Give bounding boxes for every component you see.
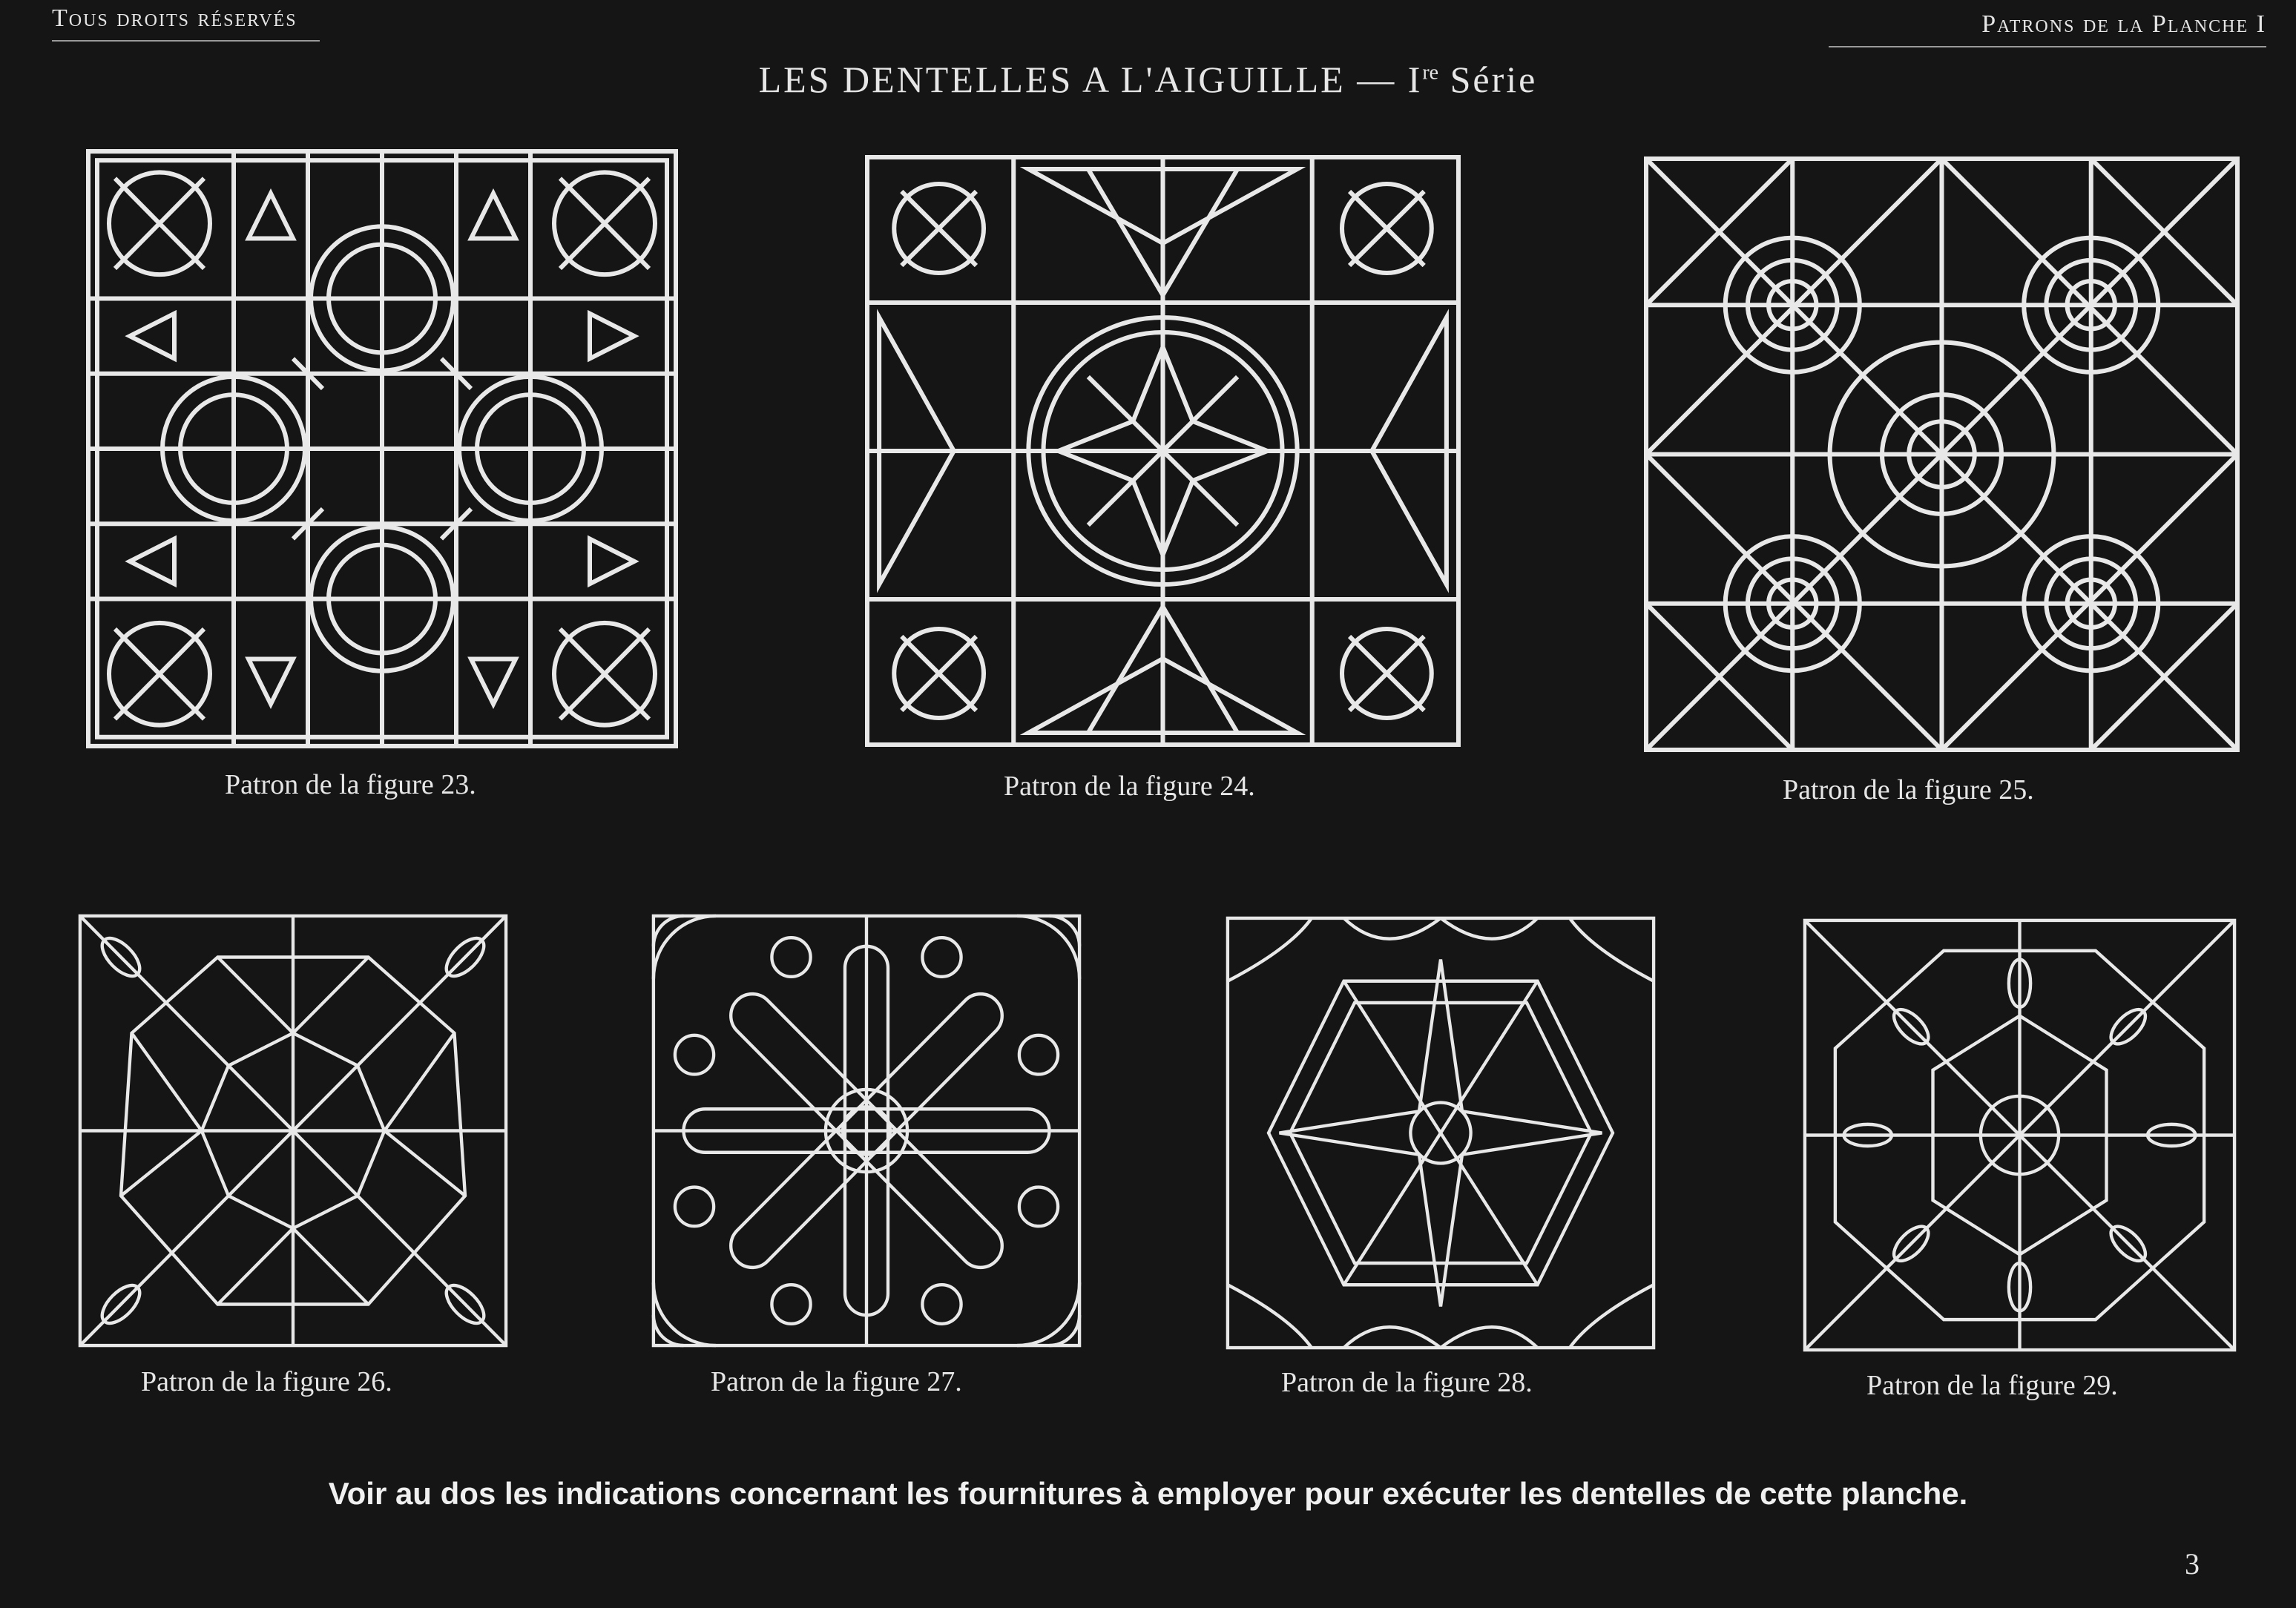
figure-24-caption: Patron de la figure 24. bbox=[1004, 771, 1255, 802]
supplies-note: Voir au dos les indications concernant les fournitures à employer pour exécuter les dentelles de cette planche. bbox=[328, 1476, 1968, 1511]
figure-23-caption: Patron de la figure 23. bbox=[225, 769, 476, 800]
pattern-figure-23 bbox=[85, 148, 679, 749]
pattern-figure-28 bbox=[1226, 916, 1656, 1350]
figure-25-caption: Patron de la figure 25. bbox=[1783, 774, 2034, 805]
pattern-figure-29 bbox=[1803, 918, 2237, 1352]
page-title bbox=[0, 58, 2296, 101]
figure-28-caption: Patron de la figure 28. bbox=[1281, 1367, 1533, 1398]
plate-header: Patrons de la Planche I bbox=[1829, 10, 2266, 47]
pattern-figure-27 bbox=[651, 914, 1082, 1348]
title-series: Série bbox=[1438, 59, 1538, 100]
copyright-notice: Tous droits réservés bbox=[52, 4, 320, 42]
title-superscript: re bbox=[1422, 61, 1439, 85]
figure-29-caption: Patron de la figure 29. bbox=[1866, 1370, 2118, 1401]
pattern-figure-26 bbox=[78, 914, 508, 1348]
figure-26-caption: Patron de la figure 26. bbox=[141, 1366, 392, 1397]
pattern-figure-24 bbox=[864, 154, 1461, 748]
pattern-figure-25 bbox=[1643, 156, 2240, 753]
page-number: 3 bbox=[2185, 1547, 2200, 1581]
title-main: LES DENTELLES A L'AIGUILLE — I bbox=[758, 59, 1423, 100]
figure-27-caption: Patron de la figure 27. bbox=[711, 1366, 962, 1397]
